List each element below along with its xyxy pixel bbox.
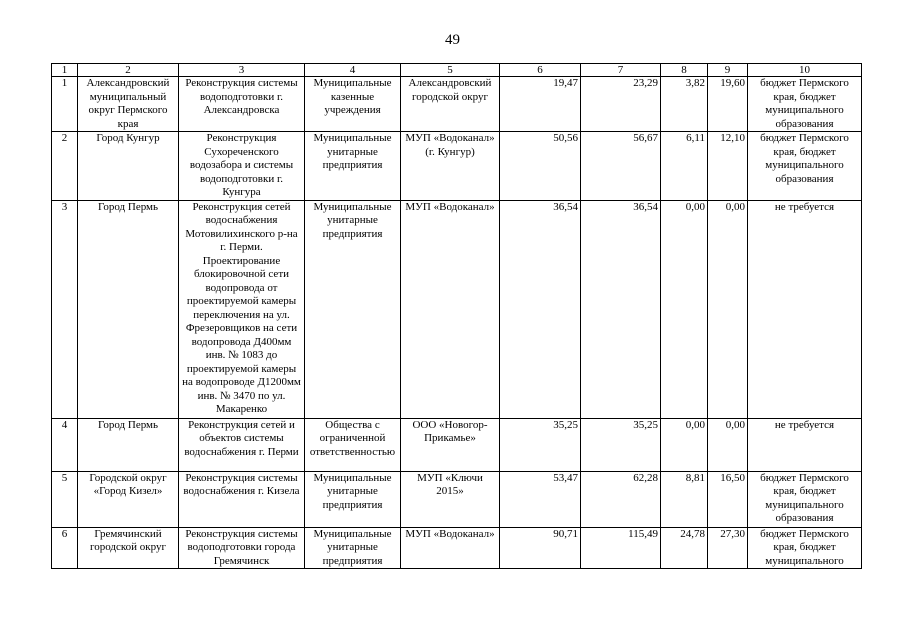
row-number: 4 — [52, 418, 78, 471]
value-col7-cell: 35,25 — [581, 418, 661, 471]
value-col9-cell: 16,50 — [708, 471, 748, 527]
value-col8-cell: 8,81 — [661, 471, 708, 527]
value-col6-cell: 19,47 — [500, 77, 581, 132]
value-col9-cell: 0,00 — [708, 200, 748, 418]
table-row — [52, 418, 862, 471]
row-number: 1 — [52, 77, 78, 132]
row-number: 2 — [52, 132, 78, 201]
column-header: 9 — [708, 64, 748, 77]
value-col8-cell: 0,00 — [661, 200, 708, 418]
territory-cell: Город Кунгур — [78, 132, 179, 201]
value-col8-cell: 0,00 — [661, 418, 708, 471]
value-col9-cell: 27,30 — [708, 527, 748, 569]
org-type-cell: Общества с ограниченной ответственностью — [305, 418, 401, 471]
org-type-cell: Муниципальные унитарные предприятия — [305, 200, 401, 418]
project-cell: Реконструкция Сухореченского водозабора и системы водоподготовки г. Кунгура — [179, 132, 305, 201]
funding-cell: бюджет Пермского края, бюджет муниципального образования — [748, 471, 862, 527]
funding-cell: бюджет Пермского края, бюджет муниципального образования — [748, 132, 862, 201]
territory-cell: Александровский муниципальный округ Пермского края — [78, 77, 179, 132]
row-number: 5 — [52, 471, 78, 527]
page-number: 49 — [445, 32, 460, 48]
header-row — [52, 64, 862, 77]
org-type-cell: Муниципальные унитарные предприятия — [305, 471, 401, 527]
value-col6-cell: 53,47 — [500, 471, 581, 527]
funding-cell: не требуется — [748, 418, 862, 471]
territory-cell: Гремячинский городской округ — [78, 527, 179, 569]
territory-cell: Город Пермь — [78, 418, 179, 471]
value-col8-cell: 6,11 — [661, 132, 708, 201]
table-row — [52, 77, 862, 132]
column-header: 4 — [305, 64, 401, 77]
value-col7-cell: 62,28 — [581, 471, 661, 527]
value-col6-cell: 50,56 — [500, 132, 581, 201]
value-col9-cell: 0,00 — [708, 418, 748, 471]
column-header: 1 — [52, 64, 78, 77]
value-col8-cell: 24,78 — [661, 527, 708, 569]
column-header: 6 — [500, 64, 581, 77]
funding-cell: бюджет Пермского края, бюджет муниципального образования — [748, 77, 862, 132]
value-col6-cell: 35,25 — [500, 418, 581, 471]
project-cell: Реконструкция системы водоснабжения г. Кизела — [179, 471, 305, 527]
value-col7-cell: 23,29 — [581, 77, 661, 132]
operator-cell: МУП «Водоканал» (г. Кунгур) — [401, 132, 500, 201]
value-col7-cell: 56,67 — [581, 132, 661, 201]
operator-cell: Александровский городской округ — [401, 77, 500, 132]
value-col7-cell: 36,54 — [581, 200, 661, 418]
project-cell: Реконструкция системы водоподготовки г. Александровска — [179, 77, 305, 132]
value-col7-cell: 115,49 — [581, 527, 661, 569]
value-col6-cell: 90,71 — [500, 527, 581, 569]
table-row — [52, 132, 862, 201]
territory-cell: Городской округ «Город Кизел» — [78, 471, 179, 527]
column-header: 5 — [401, 64, 500, 77]
value-col9-cell: 12,10 — [708, 132, 748, 201]
funding-cell: не требуется — [748, 200, 862, 418]
funding-cell: бюджет Пермского края, бюджет муниципального — [748, 527, 862, 569]
table-row — [52, 527, 862, 569]
org-type-cell: Муниципальные унитарные предприятия — [305, 132, 401, 201]
operator-cell: ООО «Новогор-Прикамье» — [401, 418, 500, 471]
operator-cell: МУП «Водоканал» — [401, 527, 500, 569]
territory-cell: Город Пермь — [78, 200, 179, 418]
column-header: 3 — [179, 64, 305, 77]
operator-cell: МУП «Ключи 2015» — [401, 471, 500, 527]
value-col9-cell: 19,60 — [708, 77, 748, 132]
value-col6-cell: 36,54 — [500, 200, 581, 418]
column-header: 7 — [581, 64, 661, 77]
table-row — [52, 200, 862, 418]
table-row — [52, 471, 862, 527]
column-header: 10 — [748, 64, 862, 77]
project-cell: Реконструкция сетей и объектов системы водоснабжения г. Перми — [179, 418, 305, 471]
projects-table — [51, 63, 862, 569]
value-col8-cell: 3,82 — [661, 77, 708, 132]
project-cell: Реконструкция системы водоподготовки города Гремячинск — [179, 527, 305, 569]
org-type-cell: Муниципальные казенные учреждения — [305, 77, 401, 132]
column-header: 8 — [661, 64, 708, 77]
column-header: 2 — [78, 64, 179, 77]
row-number: 6 — [52, 527, 78, 569]
row-number: 3 — [52, 200, 78, 418]
org-type-cell: Муниципальные унитарные предприятия — [305, 527, 401, 569]
operator-cell: МУП «Водоканал» — [401, 200, 500, 418]
project-cell: Реконструкция сетей водоснабжения Мотовилихинского р-на г. Перми. Проектирование блокировочной сети водопровода от проектируемой камеры переключения на ул. Фрезеровщиков на сети водопровода Д400мм инв. № 1083 до проектируемой камеры на водопроводе Д1200мм инв. № 3470 по ул. Макаренко — [179, 200, 305, 418]
